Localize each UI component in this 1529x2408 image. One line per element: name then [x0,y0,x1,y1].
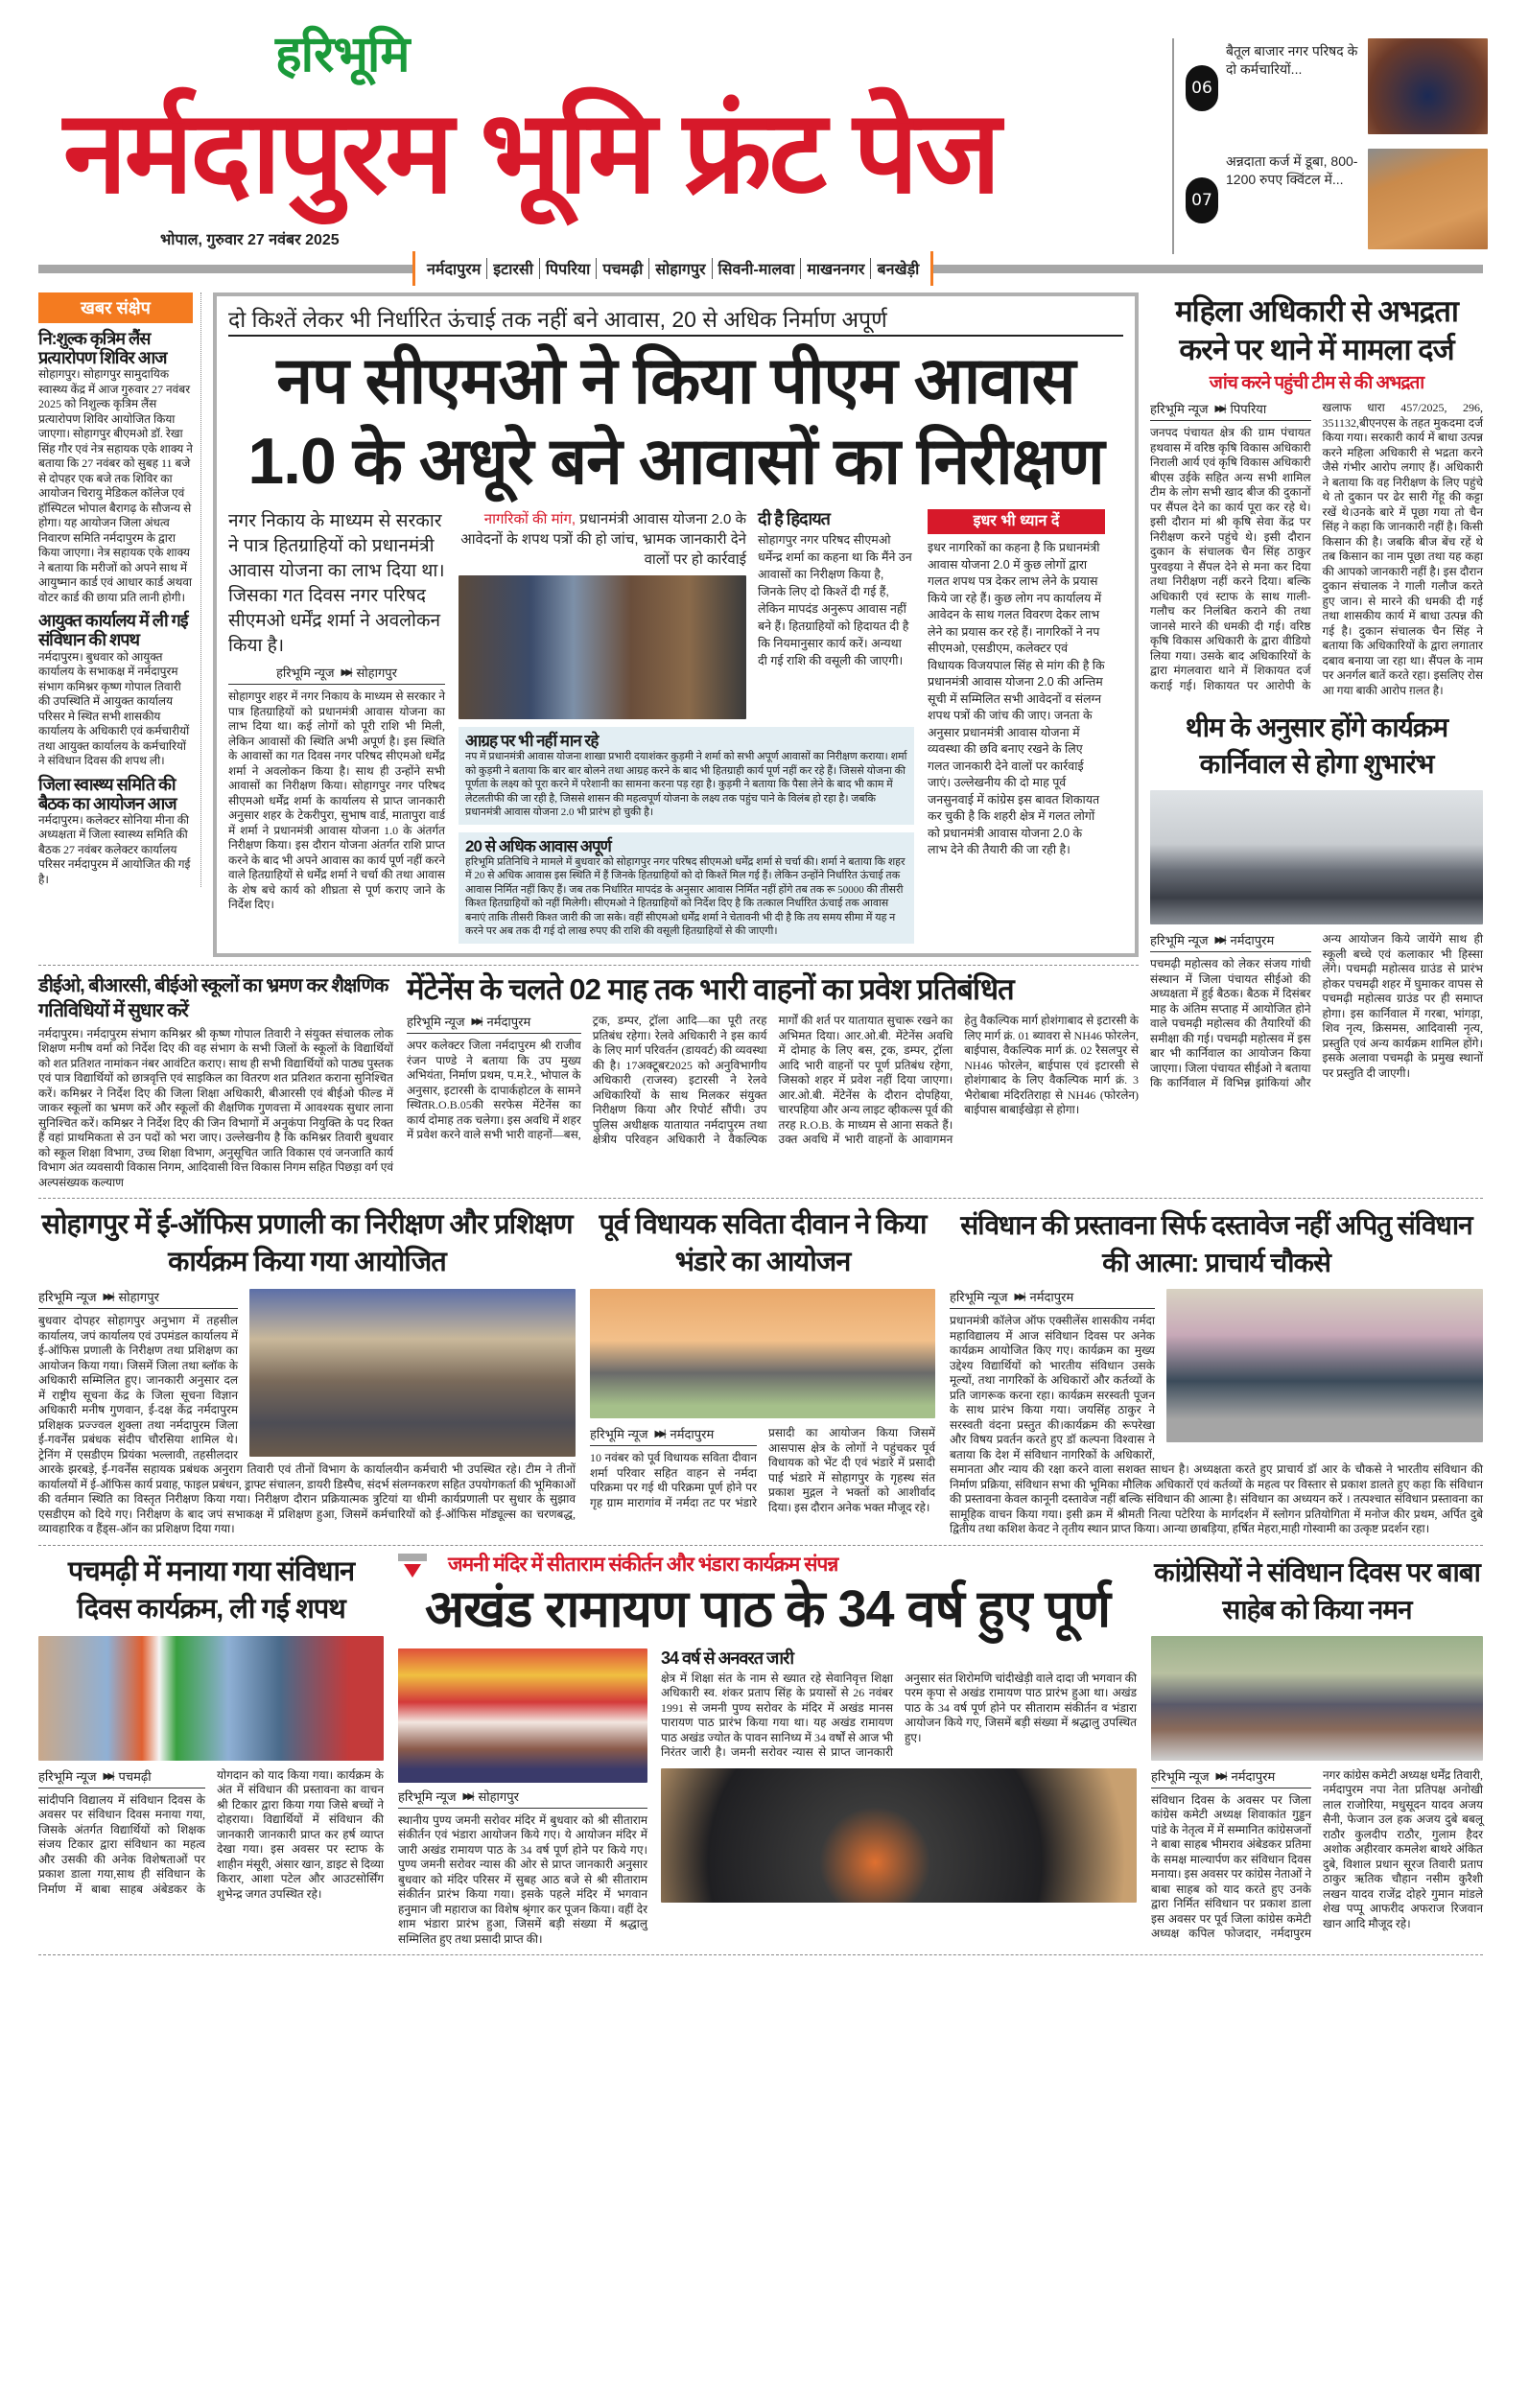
fast-forward-icon: ▶▶| [462,1790,472,1802]
ramayan-photo-jyot [661,1768,1137,1903]
eoffice-photo [249,1289,576,1457]
brief-body: नर्मदापुरम। बुधवार को आयुक्त कार्यालय के सभाकक्ष में नर्मदापुरम संभाग कमिश्नर कृष्ण गोपाल तिवारी की उपस्थिति में आयुक्त कार्यालय परिसर मे स्थित सभी शासकीय कार्यालय के अधिकारी एवं कर्मचारीयों तथा आयुक्त कार्यालय के कर्मचारियों ने संविधान दिवस की शपथ ली। [38,649,190,768]
lead-intro: नगर निकाय के माध्यम से सरकार ने पात्र हितग्राहियों को प्रधानमंत्री आवास योजना का लाभ दिया था। जिसका गत दिवस नगर परिषद सीएमओ धर्मेंद्र शर्मा ने अवलोकन किया है। [228,511,445,656]
pachmarhi-headline: पचमढ़ी में मनाया गया संविधान दिवस कार्यक्रम, ली गई शपथ [67,1555,355,1625]
byline-place: सोहागपुर [478,1788,519,1804]
section-divider [38,1545,1483,1546]
byline-place: पिपरिया [1230,402,1267,417]
lead-headline: नप सीएमओ ने किया पीएम आवास 1.0 के अधूरे बने आवासों का निरीक्षण [247,344,1104,498]
mahila-subhead: जांच करने पहुंची टीम से की अभद्रता [1209,373,1424,393]
demand-text: प्रधानमंत्री आवास योजना 2.0 के आवेदनों के शपथ पत्रों की हो जांच, भ्रामक जानकारी देने वालों पर हो कार्रवाई [460,511,746,568]
byline-agency: हरिभूमि न्यूज [398,1788,457,1804]
hidayat-title: दी है हिदायत [758,509,830,528]
congress-byline [1151,1768,1311,1788]
byline-agency: हरिभूमि न्यूज [1150,933,1209,948]
byline-agency: हरिभूमि न्यूज [407,1015,465,1030]
pachmarhi-photo [38,1636,384,1761]
byline-agency: हरिभूमि न्यूज [1150,402,1209,417]
brief-body: नर्मदापुरम। कलेक्टर सोनिया मीना की अध्यक्षता में जिला स्वास्थ्य समिति की बैठक 27 नवंबर कलेक्टर कार्यालय परिसर नर्मदापुरम में आयोजित की गई है। [38,812,191,886]
ramayan-body: स्थानीय पुण्य जमनी सरोवर मंदिर में बुधवार को श्री सीताराम संकीर्तन एवं भंडारा आयोजन किये गए। ये आयोजन मंदिर में जारी अखंड रामायण पाठ के 34 वर्ष पूर्ण होने पर किये गए। पुण्य जमनी सरोवर न्यास की ओर से प्राप्त जानकारी अनुसार बुधवार को मंदिर परिसर में सुबह आठ बजे से श्री सीताराम संकीर्तन प्रारंभ किया गया। इसके पहले मंदिर में भगवान हनुमान जी महाराज का विशेष श्रृंगार कर पूजन किया। वहीं देर शाम भंडारा प्रारंभ हुआ, जिसमें बड़ी संख्या में श्रद्धालु सम्मिलित हुए तथा प्रसादी प्राप्त की। [398,1812,647,1946]
ramayan-kicker: जमनी मंदिर में सीताराम संकीर्तन और भंडारा कार्यक्रम संपन्न [448,1554,838,1577]
teaser-text: बैतूल बाजार नगर परिषद के दो कर्मचारियों... [1226,43,1358,77]
teaser-photo [1368,149,1488,249]
fast-forward-icon: ▶▶| [1215,1770,1225,1782]
ramayan-body-2: क्षेत्र में शिक्षा संत के नाम से ख्यात रहे सेवानिवृत्त शिक्षा अधिकारी स्व. शंकर प्रताप सिंह के प्रयासों से 26 नवंबर 1991 से जमनी पुण्य सरोवर के मंदिर में अखंड मानस पारायण पाठ प्रारंभ किया गया था। यह अखंड रामायण पाठ अखंड ज्योत के पावन सानिध्य में 34 वर्षों से आज भी निरंतर जारी है। जमनी सरोवर न्यास से प्राप्त जानकारी अनुसार संत शिरोमणि चांदीखेड़ी वाले दादा जी भगवान की परम कृपा से अखंड रामायण पाठ प्रारंभ हुआ था। अखंड पाठ के 34 वर्ष पूर्ण होने पर सीताराम संकीर्तन व भंडारा आयोजन किये गए, जिसमें बड़ी संख्या में श्रद्धालु उपस्थित हुए। [661,1671,1137,1760]
deo-headline: डीईओ, बीआरसी, बीईओ स्कूलों का भ्रमण कर शैक्षणिक गतिविधियों में सुधार करें [38,974,388,1021]
fast-forward-icon: ▶▶| [103,1292,112,1303]
mahila-byline [1150,401,1311,421]
teaser-panel [1172,38,1489,254]
page-number-badge: 07 [1186,177,1218,223]
eoffice-byline [38,1289,238,1309]
bhandara-byline [590,1426,757,1446]
apurn-box [459,832,914,944]
theme-headline: थीम के अनुसार होंगे कार्यक्रम कार्निवाल से होगा शुभारंभ [1185,713,1448,780]
preamble-byline [950,1289,1155,1309]
fast-forward-icon: ▶▶| [341,667,350,678]
byline-place: नर्मदापुरम [670,1427,715,1442]
theme-body: पचमढ़ी महोत्सव को लेकर संजय गांधी संस्थान में जिला पंचायत सीईओ की अध्यक्षता में हुई बैठक। बैठक में दिसंबर माह के अंतिम सप्ताह में आयोजित होने वाले पचमढ़ी महोत्सव की तैयारियों की समीक्षा की गई। पचमढ़ी महोत्सव में इस बार भी कार्निवाल का आयोजन किया जाएगा। जिला पंचायत सीईओ ने बताया कि कार्निवाल में विभिन्न झांकियां और अन्य आयोजन किये जायेंगे साथ ही स्कूली बच्चे एवं कलाकार भी हिस्सा लेंगे। पचमढ़ी महोत्सव ग्राउंड से प्रारंभ होकर पचमढ़ी शहर में घुमाकर वापस से पचमढ़ी महोत्सव ग्राउंड पर ही समाप्त होगा। इस कार्निवाल में गरबा, भांगड़ा, शिव नृत्य, क्रिसमस, आदिवासी नृत्य, प्रस्तुति एवं अन्य कार्यक्रम शामिल होंगे। इसके अलावा पचमढ़ी के प्रमुख स्थानों पर प्रस्तुति दी जाएगी। [1150,932,1483,1090]
citizens-demand [459,509,746,570]
lead-story-box [213,292,1139,957]
byline-agency: हरिभूमि न्यूज [950,1290,1008,1305]
mahila-body: जनपद पंचायत क्षेत्र की ग्राम पंचायत हथवास में वरिष्ठ कृषि विकास अधिकारी निराली आर्य एवं कृषि विकास अधिकारी बीएस उईके सहित अन्य सभी शामिल टीम के लोग सभी खाद बीज की दुकानों पर सैंपल देने का कार्य पूरा कर रहे थे। इसी दौरान मां श्री कृषि सेवा केंद्र पर निरीक्षण करने पहुंचे थे। इसी दौरान दुकान के संचालक चैन सिंह ठाकुर पुरवइया ने सैंपल देने से मना कर दिया तथा निरीक्षण नहीं करने दिया। बल्कि अधिकारी एवं स्टाफ के साथ गाली-गलौच कर निलंबित कराने की तथा जानसे मारने की धमकी दी गई। वरिष्ठ कृषि विकास अधिकारी के द्वारा वीडियो लिया गया। उसके बाद अधिकारियों के द्वारा मंगलवारा थाने में शिकायत दर्ज कराई गई। शिकायत पर आरोपी के खलाफ धारा 457/2025, 296, 351132,बीएनएस के तहत मुकदमा दर्ज किया गया। सरकारी कार्य में बाधा उत्पन्न करने महिला अधिकारी से भद्रता करने जैसे गंभीर आरोप लगाए हैं। अधिकारी ने बताया कि वह निरीक्षण के लिए पहुंचे थे तो दुकान पर ढेर सारी गेंहू की कट्टा रखें थे।उनके बारे में पूछा गया तो चैन सिंह ने कहा कि जानकारी नहीं है। किसी किसान की है। जबकि बीज बेंच रहें थे तब किसान का नाम पूछा तथा यह कहा की आपको जानकारी नहीं है। इस दौरान दुकान संचालक ने गाली गलौज करते हुए जान। से मारने की धमकी दी गई तथा शासकीय कार्य में बाधा उत्पन्न की गई है। दुकान संचालक चैन सिंह ने बताया कि अधिकारियों के द्वारा लगातार दबाव बनाया जा रहा था। सैंपल के नाम पर अनर्गल बातें करते रहा। इसलिए रोस आ गया बाकी आरोप ग़लत है। [1150,401,1483,697]
ramayan-photo-puja [398,1648,647,1783]
bhandara-headline: पूर्व विधायक सविता दीवान ने किया भंडारे का आयोजन [599,1209,927,1278]
lead-kicker: दो किश्तें लेकर भी निर्धारित ऊंचाई तक नहीं बने आवास, 20 से अधिक निर्माण अपूर्ण [228,304,1123,337]
pachmarhi-article [38,1768,384,1903]
ramayan-headline: अखंड रामायण पाठ के 34 वर्ष हुए पूर्ण [424,1579,1111,1638]
lead-photo [459,575,746,719]
fast-forward-icon: ▶▶| [654,1429,664,1440]
bhandara-body: 10 नवंबर को पूर्व विधायक सविता दीवान शर्मा परिवार सहित वाहन से नर्मदा परिक्रमा पर गई थी परिक्रमा पूर्ण होने पर गृह ग्राम मारागांव में नर्मदा तट पर भंडारे प्रसादी का आयोजन किया जिसमें आसपास क्षेत्र के लोगों ने पहुंचकर पूर्व विधायक को भेंट दी एवं भंडारे में प्रसादी पाई भंडारे में सोहागपुर के गृहस्थ संत प्रकाश मुद्गल ने भक्तों को आशीर्वाद दिया। इस दौरान अनेक भक्त मौजूद रहे। [590,1426,935,1514]
byline-agency: हरिभूमि न्यूज [38,1290,97,1305]
brief-body: सोहागपुर। सोहागपुर सामुदायिक स्वास्थ्य केंद्र में आज गुरुवार 27 नवंबर 2025 को निशुल्क कृत्रिम लैंस प्रत्यारोपण शिविर आयोजित किया जाएगा। सोहागपुर बीएमओ डॉ. रेखा सिंह गौर एवं नेत्र सहायक एके शाक्य ने बताया कि 27 नवंबर को सुबह 11 बजे से दोपहर एक बजे तक शिविर का आयोजन चिरायु मेडिकल कॉलेज एवं हॉस्पिटल भोपाल बैरागढ़ के सौजन्य से होगा। यह आयोजन जिला अंधत्व निवारण समिति नर्मदापुरम के द्वारा किया जाएगा। नेत्र सहायक एके शाक्य ने बताया कि मरीजों को अपने साथ में आयुष्मान कार्ड एवं आधार कार्ड अथवा वोटर कार्ड की छाया प्रति लानी होगी। [38,367,193,604]
lead-body: सोहागपुर शहर में नगर निकाय के माध्यम से सरकार ने पात्र हितग्राहियों को प्रधानमंत्री आवास योजना का लाभ दिया था। कई लोगों को पूरी राशि भी मिली, लेकिन आवासों की स्थिति अभी अपूर्ण है। इस स्थिति के आवासों का गत दिवस नगर परिषद सीएमओ धर्मेंद्र शर्मा ने अवलोकन किया है। साथ ही उन्होंने सभी आवासों का निरीक्षण किया। सोहागपुर नगर परिषद सीएमओ धर्मेंद्र शर्मा के कार्यालय से प्राप्त जानकारी अनुसार शहर के टेकरीपुरा, सुभाष वार्ड, मातापुरा वार्ड में शर्मा ने प्रधानमंत्री आवास योजना 1.0 के अंतर्गत निरीक्षण किया। इस दौरान योजना अंतर्गत राशि प्राप्त करने के बाद भी अपने आवास का कार्य पूर्ण नहीं करने वाले हितग्राहियों से धर्मेंद्र शर्मा ने चर्चा की तथा आवास के शेष बचे कार्य को शीघ्रता से पूर्ण कराए जाने के निर्देश दिए। [228,690,445,911]
nav-item[interactable]: नर्मदापुरम [421,258,487,279]
theme-article [1150,932,1483,1091]
lead-byline [228,665,445,685]
ramayan-subhead: 34 वर्ष से अनवरत जारी [661,1648,794,1668]
eoffice-headline: सोहागपुर में ई-ऑफिस प्रणाली का निरीक्षण और प्रशिक्षण कार्यक्रम किया गया आयोजित [41,1209,573,1278]
news-brief-column [38,292,201,887]
section-divider [38,1198,1483,1199]
apurn-title: 20 से अधिक आवास अपूर्ण [465,836,611,855]
fast-forward-icon: ▶▶| [1214,935,1224,947]
teaser-text: अन्नदाता कर्ज में डूबा, 800-1200 रुपए क्विंटल में... [1226,153,1358,187]
note-body: इधर नागरिकों का कहना है कि प्रधानमंत्री आवास योजना 2.0 में कुछ लोगों द्वारा गलत शपथ पत्र देकर लाभ लेने के प्रयास किये जा रहे हैं। कुछ लोग नप कार्यालय में आवेदन के साथ गलत विवरण देकर लाभ लेने का प्रयास कर रहे हैं। नागरिकों ने नप सीएमओ, एसडीएम, कलेक्टर एवं विधायक विजयपाल सिंह से मांग की है कि प्रधानमंत्री आवास योजना 2.0 की अन्तिम सूची में सम्मिलित सभी आवेदनों व संलग्न शपथ पत्रों की जांच की जाए। जनता के अनुसार प्रधानमंत्री आवास योजना में व्यवस्था की छवि बनाए रखने के लिए गलत जानकारी देने वालों पर कार्रवाई जाएं। उल्लेखनीय की दो माह पूर्व जनसुनवाई में कांग्रेस इस बावत शिकायत कर चुकी है कि शहरी क्षेत्र में गलत लोगों को प्रधानमंत्री आवास योजना 2.0 के लाभ देने की तैयारी की जा रही है। [928,541,1105,856]
teaser-item[interactable] [1186,149,1491,254]
byline-place: सोहागपुर [356,666,397,680]
aagrah-box [459,727,914,825]
nav-item[interactable]: सोहागपुर [649,258,712,279]
brief-headline: जिला स्वास्थ्य समिति की बैठक का आयोजन आज [38,774,176,813]
maintenance-body: अपर कलेक्टर जिला नर्मदापुरम श्री राजीव रंजन पाण्डे ने बताया कि उप मुख्य अभियंता, निर्माण प्रथम, प.म.रे., भोपाल के अनुसार, इटारसी के दापार्कहोटल के सामने स्थितR.O.B.05की सरफेस मेंटेनेंस का कार्य दोमाह तक चलेगा। इस अवधि में शहर में प्रवेश करने वाले सभी भारी वाहनों—बस, ट्रक, डम्पर, ट्रॉला आदि—का पूरी तरह प्रतिबंध रहेगा। रेलवे अधिकारी ने इस कार्य के लिए मार्ग परिवर्तन (डायवर्ट) की व्यवस्था की है। 17अक्टूबर2025 को अनुविभागीय अधिकारी (राजस्व) इटारसी ने रेलवे अधिकारियों के साथ मिलकर संयुक्त निरीक्षण किया और रिपोर्ट सौंपी। उप पुलिस अधीक्षक यातायात नर्मदापुरम तथा क्षेत्रीय परिवहन अधिकारी ने वैकल्पिक मार्गों की शर्त पर यातायात सुचारू रखने का अभिमत दिया। आर.ओ.बी. मेंटेनेंस अवधि में दोमाह के लिए बस, ट्रक, डम्पर, ट्रॉला आदि भारी वाहनों पर पूर्ण प्रतिबंध रहेगा, जिसको शहर में प्रवेश नहीं दिया जाएगा। आर.ओ.बी. मेंटेनेंस के दौरान दोपहिया, चारपहिया और अन्य लाइट व्हीकल्स पूर्व की तरह R.O.B. के माध्यम से आना सकते हैं। उक्त अवधि में भारी वाहनों के आवागमन हेतु वैकल्पिक मार्ग होशंगाबाद से इटारसी के लिए मार्ग क्रं. 01 ब्यावरा से NH46 फोरलेन, बाईपास, वैकल्पिक मार्ग क्रं. 02 रैसलपुर से NH46 फोरलेन, बाईपास एवं इटारसी से होशंगाबाद के लिए वैकल्पिक मार्ग क्रं. 3 भैरोबाबा मंदिरतिराहा से NH46 (फोरलेन) बाईपास बाबाईखेड़ा से होगा। [407,1014,1139,1147]
congress-headline: कांग्रेसियों ने संविधान दिवस पर बाबा साहेब को किया नमन [1154,1556,1480,1625]
preamble-article [950,1289,1483,1537]
fast-forward-icon: ▶▶| [471,1017,481,1028]
right-column [1150,292,1483,1091]
page-bottom-rule [38,1954,1483,1955]
aagrah-title: आग्रह पर भी नहीं मान रहे [465,732,599,750]
demand-highlight: नागरिकों की मांग, [483,511,576,527]
byline-place: नर्मदापुरम [486,1015,531,1030]
byline-agency: हरिभूमि न्यूज [590,1427,648,1442]
nav-item[interactable]: माखननगर [801,258,871,279]
page-number-badge: 06 [1186,65,1218,111]
mahila-article [1150,401,1483,698]
news-brief-label: खबर संक्षेप [38,292,193,323]
preamble-body: प्रधानमंत्री कॉलेज ऑफ एक्सीलेंस शासकीय नर्मदा महाविद्यालय में आज संविधान दिवस पर अनेक कार्यक्रम आयोजित किए गए। कार्यक्रम का मुख्य उद्देश्य विद्यार्थियों को भारतीय संविधान उसके मूल्यों, तथा नागरिकों के अधिकारों और कर्तव्यों के प्रति जागरूक करना रहा। कार्यक्रम सरस्वती पूजन के साथ प्रारंभ किया गया। जयसिंह ठाकुर ने सरस्वती वंदना प्रस्तुत की।कार्यक्रम की रूपरेखा और विषय प्रवर्तन करते हुए डॉ कल्पना विश्वास ने बताया कि देश में संविधान नागरिकों के अधिकारों, समानता और न्याय की रक्षा करने वाला सशक्त साधन है। अध्यक्षता करते हुए प्राचार्य डॉ आर के चौकसे ने भारतीय संविधान की निर्माण प्रक्रिया, संविधान सभा की भूमिका मौलिक अधिकारों एवं कर्तव्यों के महत्व पर विस्तार से प्रकाश डालते हुए कहा कि संविधान की प्रस्तावना केवल कानूनी दस्तावेज नहीं बल्कि संविधान की आत्मा है। संविधान का अध्ययन करें । तत्पश्चात संविधान प्रस्तावना का सामूहिक वाचन किया गया। इसी क्रम में श्रीमती नित्या पटेरिया के मार्गदर्शन में स्लोगन प्रतियोगिता में मनोज कीर प्रथम, अर्पित दुबे द्वितीय तथा कशिश केवट ने तृतीय स्थान प्राप्त किया। आन्या छाबड़िया, हर्षित मेहरा,माही गोस्वामी का उत्कृष्ट प्रदर्शन रहा। [950,1314,1483,1536]
preamble-photo [1166,1289,1483,1442]
fast-forward-icon: ▶▶| [1014,1292,1023,1303]
maintenance-headline: मेंटेनेंस के चलते 02 माह तक भारी वाहनों का प्रवेश प्रतिबंधित [407,971,1014,1006]
nav-item[interactable]: सिवनी-मालवा [713,258,802,279]
pachmarhi-byline [38,1768,205,1788]
logo: हरिभूमि [275,27,410,82]
chevron-down-icon [404,1564,421,1578]
brief-headline: आयुक्त कार्यालय में ली गई संविधान की शपथ [38,611,188,650]
edition-nav [412,251,933,286]
byline-place: नर्मदापुरम [1029,1290,1074,1305]
maintenance-byline [407,1014,581,1034]
fast-forward-icon: ▶▶| [103,1770,112,1782]
theme-photo [1150,790,1483,924]
congress-article [1151,1768,1483,1942]
byline-place: नर्मदापुरम [1231,1768,1276,1784]
congress-photo [1151,1636,1483,1761]
byline-agency: हरिभूमि न्यूज [38,1768,97,1784]
arrow-marker-icon [398,1554,427,1561]
brief-headline: नि:शुल्क कृत्रिम लैंस प्रत्यारोपण शिविर आज [38,329,167,368]
issue-date: भोपाल, गुरुवार 27 नवंबर 2025 [160,232,340,248]
page-body [38,292,1483,1963]
section-divider [38,965,1139,966]
nav-item[interactable]: बनखेड़ी [877,262,920,278]
byline-place: पचमढ़ी [118,1768,152,1784]
hidayat-body: सोहागपुर नगर परिषद सीएमओ धर्मेन्द्र शर्मा का कहना था कि मैंने उन आवासों का निरीक्षण किया है, जिनके लिए दो किश्तें दी गई हैं, लेकिन मापदंड अनुरूप आवास नहीं बने हैं। हितग्राहियों को हिदायत दी है कि नियमानुसार कार्य करें। अन्यथा दी गई राशि की वसूली की जाएगी। [758,533,912,668]
eoffice-body: बुधवार दोपहर सोहागपुर अनुभाग में तहसील कार्यालय, जपं कार्यालय एवं उपमंडल कार्यालय में ई-ऑफिस प्रणाली के निरीक्षण तथा प्रशिक्षण का आयोजन किया गया। जिसमें जिला तथा ब्लॉक के अधिकारी सम्मिलित हुए। जानकारी अनुसार दल में राष्ट्रीय सूचना केंद्र के जिला सूचना विज्ञान अधिकारी मनीष गुणवान, ई-दक्ष केंद्र नर्मदापुरम प्रशिक्षक प्रज्ज्वल शुक्ला तथा नर्मदापुरम जिला ई-गवर्नेंस प्रबंधक संदीप चौरसिया शामिल थे। ट्रेनिंग में एसडीएम प्रियंका भल्लावी, तहसीलदार आरके झरबड़े, ई-गवर्नेंस सहायक प्रबंधक अनुराग तिवारी एवं तीनों विभाग के कार्यालयीन कर्मचारी भी उपस्थित रहे। टीम ने तीनों कार्यालयों में ई-ऑफिस कार्य प्रवाह, फाइल प्रबंधन, ड्राफ्ट संचालन, डायरी डिस्पैच, संदर्भ संलग्नकरण सहित उपयोगकर्ता की भूमिकाओं की वर्तमान स्थिति का विस्तृत निरीक्षण किया गया। निरीक्षण दौरान प्रक्रियात्मक त्रुटियां या धीमी कार्यप्रणाली पर सुधार के सुझाव एसडीएम को दिये गए। निरीक्षण के बाद जपं सभाकक्ष में प्रशिक्षण हुआ, जिसमें कर्मचारियों को ई-ऑफिस मॉड्यूल्स का चरणबद्ध, व्यावहारिक व हैंड्स-ऑन का प्रशिक्षण दिया गया। [38,1314,576,1536]
note-label: इधर भी ध्यान दें [928,509,1105,534]
maintenance-article [407,1014,1139,1148]
byline-place: नर्मदापुरम [1230,933,1275,948]
deo-body: नर्मदापुरम। नर्मदापुरम संभाग कमिश्नर श्री कृष्ण गोपाल तिवारी ने संयुक्त संचालक लोक शिक्षण मनीष वर्मा को निर्देश दिए की वह संभाग के सभी जिलों के स्कूलों के विद्यार्थियों को शत प्रतिशत नामांकन नंबर आवंटित कराए। साथ ही सभी विद्यार्थियों को पाठ्य पुस्तक एवं पात्र विद्यार्थियों को छात्रवृत्ति एवं साइकिल का वितरण शत प्रतिशत कराना सुनिश्चित करें। कमिश्नर ने निर्देश दिए की जिला शिक्षा अधिकारी, बीआरसी एवं बीईओ फील्ड में जाकर स्कूलों का भ्रमण करें और स्कूलों की शैक्षणिक गुणवत्ता में आवश्यक सुधार लाना सुनिश्चित करें। कमिश्नर ने निर्देश दिए की जिन विभागों में अनुकंपा नियुक्ति के पद रिक्त हैं वहां प्राथमिकता से उन पदों को भरा जाए। उल्लेखनीय है कि कमिश्नर तिवारी बुधवार को स्कूल शिक्षा विभाग, उच्च शिक्षा विभाग, अनुसूचित जाति विकास एवं जनजाति कार्य विभाग अंत व्यवसायी विकास निगम, आदिवासी वित्त विकास निगम सहित पिछड़ा वर्ग एवं अल्पसंख्यक कल्याण [38,1026,393,1189]
nav-item[interactable]: इटारसी [487,258,540,279]
preamble-headline: संविधान की प्रस्तावना सिर्फ दस्तावेज नहीं अपितु संविधान की आत्मा: प्राचार्य चौकसे [960,1210,1472,1278]
page-title: नर्मदापुरम भूमि फ्रंट पेज [63,88,999,217]
aagrah-body: नप में प्रधानमंत्री आवास योजना शाखा प्रभारी दयाशंकर कुड़मी ने शर्मा को सभी अपूर्ण आवासों का निरीक्षण कराया। शर्मा को कुड़मी ने बताया कि बार बार बोलने तथा आग्रह करने के बाद भी हितग्राही कार्य पूर्ण नहीं कर रहे हैं। जिससे योजना की पूर्णता के लक्ष्य को पूरा करने में परेशानी का सामना करना पड़ रहा है। कुड़मी ने बताया कि पैसा लेने के बाद भी काम में लेटलतीफी की जा रही है, जिससे शासन की महत्वपूर्ण योजना के लक्ष्य तक पहुंच पाने के विलंब हो रहा है। जबकि प्रधानमंत्री आवास योजना 2.0 भी प्रारंभ हो चुकी है। [465,751,907,819]
fast-forward-icon: ▶▶| [1214,404,1224,415]
apurn-body: हरिभूमि प्रतिनिधि ने मामले में बुधवार को सोहागपुर नगर परिषद सीएमओ धर्मेंद्र शर्मा से चर्चा की। शर्मा ने बताया कि शहर में 20 से अधिक आवास इस स्थिति में हैं जिनके हितग्राहियों को दो किश्तें मिल गई हैं। लेकिन उन्होंने निर्धारित ऊंचाई तक आवास निर्मित नहीं किए हैं। जब तक निर्धारित मापदंड के अनुसार आवास निर्मित नहीं होंगे तब तक रू 50000 की तीसरी किश्त हितग्राहियों को नहीं मिलेगी। सीएमओ ने हितग्राहियों को निर्देश दिए है कि तत्काल निर्धारित ऊंचाई तक आवास बनाएं ताकि तीसरी किश्त जारी की जा सके। वहीं सीएमओ धर्मेंद्र शर्मा ने चेतावनी भी दी है कि तय समय सीमा में यह न करने पर अब तक दी गई दो लाख रुपए की राशि की वसूली हितग्राहियों से की जाएगी। [465,855,906,938]
mahila-headline: महिला अधिकारी से अभद्रता करने पर थाने में मामला दर्ज [1175,294,1458,366]
nav-item[interactable]: पिपरिया [540,258,597,279]
theme-byline [1150,932,1311,952]
ramayan-byline [398,1788,647,1809]
pachmarhi-body: सांदीपनि विद्यालय में संविधान दिवस के अवसर पर संविधान दिवस मनाया गया, जिसके अंतर्गत विद्यार्थियों को शिक्षक संजय टिकार द्वारा संविधान का महत्व और उसकी की अनेक विशेषताओं पर प्रकाश डाला गया,साथ ही संविधान के निर्माण में बाबा साहब अंबेडकर के योगदान को याद किया गया। कार्यक्रम के अंत में संविधान की प्रस्तावना का वाचन श्री टिकार द्वारा किया गया जिसे बच्चों ने दोहराया। विद्यार्थियों में संविधान की जानकारी जानकारी प्राप्त कर हर्ष व्याप्त देखा गया। इस अवसर पर स्टाफ के शाहीन मंसूरी, अंसार खान, डाइट से दिव्या किरार, आशा पटेल और आउटसोर्सिंग शुभेन्द्र जगत उपस्थित रहे। [38,1767,384,1901]
nav-item[interactable]: पचमढ़ी [597,258,649,279]
byline-agency: हरिभूमि न्यूज [1151,1768,1210,1784]
teaser-photo [1368,38,1488,134]
byline-place: सोहागपुर [118,1290,159,1305]
teaser-item[interactable] [1186,38,1491,139]
congress-body: संविधान दिवस के अवसर पर जिला कांग्रेस कमेटी अध्यक्ष शिवाकांत गुड्डन पांडे के नेतृत्व में में सम्मानित कांग्रेसजनों ने बाबा साहब भीमराव अंबेडकर प्रतिमा के समक्ष माल्यार्पण कर संविधान दिवस मनाया। इस अवसर पर कांग्रेस नेताओं ने बाबा साहब को याद करते हुए उनके द्वारा निर्मित संविधान पर प्रकाश डाला इस अवसर पर पूर्व जिला कांग्रेस कमेटी अध्यक्ष कपिल फोजदार, नर्मदापुरम नगर कांग्रेस कमेटी अध्यक्ष धर्मेंद्र तिवारी, नर्मदापुरम नपा नेता प्रतिपक्ष अनोखी लाल राजोरिया, मधुसूदन यादव अजय सैनी, फेजान उल हक अजय दुबे बबलू राठौर कुलदीप राठौर, गुलाम हैदर अशोक अहीरवार कमलेश बाथरे अंकित दुबे, विशाल प्रधान सूरज तिवारी प्रताप ठाकुर ऋतिक चौहान नसीम कुरैशी लखन यादव राजेंद्र दोहरे गुमान मांडले शेख पप्पू आफरीद अफराज रिजवान खान आदि मौजूद रहे। [1151,1767,1483,1941]
left-block [38,292,1139,1190]
eoffice-article [38,1289,576,1537]
byline-agency: हरिभूमि न्यूज [276,666,335,680]
bhandara-photo [590,1289,935,1418]
bhandara-article [590,1426,935,1515]
